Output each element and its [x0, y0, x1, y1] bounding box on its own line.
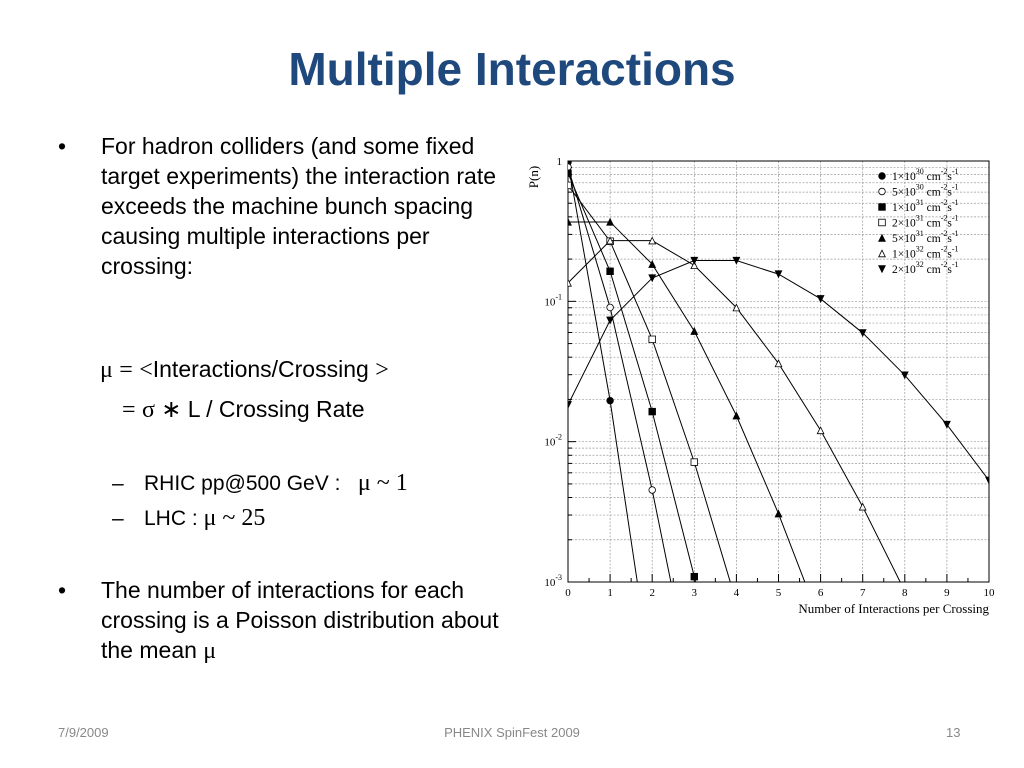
- sub-bullet-rhic: [112, 470, 408, 497]
- x-tick-label: 5: [775, 587, 782, 599]
- legend-entry: [879, 245, 959, 261]
- data-point-marker: [649, 336, 656, 343]
- legend-text: 2×10: [892, 264, 916, 276]
- legend-text: cm: [923, 233, 941, 245]
- legend-exponent: -2: [940, 198, 948, 207]
- legend-exponent: -2: [940, 260, 948, 269]
- data-point-marker: [607, 304, 614, 311]
- x-tick-label: 6: [817, 587, 824, 599]
- mu-symbol: μ: [100, 357, 113, 383]
- sub-bullet-math: μ ~ 1: [357, 470, 408, 496]
- legend-text: 1×10: [892, 202, 916, 214]
- legend-exponent: -1: [951, 260, 959, 269]
- legend-entry: [879, 260, 959, 276]
- bullet-marker: •: [58, 577, 67, 603]
- legend-text: s: [947, 186, 952, 199]
- x-tick-label: 3: [691, 587, 698, 599]
- series-line: [568, 261, 989, 481]
- legend-text: cm: [923, 264, 941, 276]
- data-point-marker: [859, 503, 866, 510]
- legend-text: cm: [923, 248, 941, 261]
- formula-luminosity: [122, 395, 365, 424]
- data-point-marker: [565, 170, 572, 177]
- legend-exponent: -1: [951, 182, 959, 192]
- footer-page-number: 13: [946, 725, 961, 740]
- dash-marker: –: [112, 472, 124, 495]
- legend-label: [892, 260, 959, 276]
- legend: [879, 167, 959, 276]
- data-point-marker: [565, 401, 572, 408]
- legend-exponent: -2: [940, 229, 948, 238]
- sub-bullet-math: μ ~ 25: [203, 505, 266, 531]
- data-point-marker: [607, 397, 614, 404]
- legend-text: 1×10: [892, 248, 916, 261]
- x-tick-label: 1: [607, 587, 613, 599]
- dash-marker: –: [112, 507, 124, 530]
- bullet-text-body: The number of interactions for each crossing is a Poisson distribution about the mean: [101, 577, 499, 663]
- legend-label: [892, 183, 959, 199]
- less-than-symbol: <: [139, 357, 153, 383]
- legend-exponent: -2: [940, 244, 948, 254]
- sub-bullet-label: LHC :: [144, 507, 198, 530]
- data-point-marker: [986, 477, 993, 484]
- data-point-marker: [649, 487, 656, 494]
- legend-entry: [879, 198, 959, 214]
- data-point-marker: [565, 164, 572, 171]
- legend-label: [892, 214, 959, 230]
- sub-bullet-label: RHIC pp@500 GeV :: [144, 472, 341, 495]
- legend-entry: [879, 229, 959, 245]
- bullet-marker: •: [58, 133, 67, 159]
- data-point-marker: [607, 317, 614, 324]
- y-tick-label: $10^{-1}$: [544, 292, 562, 309]
- data-point-marker: [879, 204, 886, 211]
- x-axis-label: Number of Interactions per Crossing: [798, 601, 989, 616]
- y-tick-label: 1: [556, 156, 562, 168]
- x-tick-label: 0: [565, 587, 571, 599]
- formula-text: Interactions/Crossing: [152, 356, 369, 382]
- legend-text: cm: [923, 217, 941, 230]
- data-point-marker: [607, 268, 614, 275]
- y-tick-label: $10^{-3}$: [544, 573, 562, 589]
- legend-exponent: 31: [915, 198, 924, 207]
- legend-text: s: [947, 202, 952, 214]
- bullet-text: [101, 575, 511, 666]
- data-point-marker: [565, 182, 572, 189]
- data-point-marker: [879, 188, 886, 195]
- legend-exponent: -1: [951, 229, 959, 238]
- legend-exponent: -1: [951, 198, 959, 207]
- legend-exponent: 30: [915, 167, 924, 176]
- data-point-marker: [691, 328, 698, 335]
- legend-label: [892, 229, 959, 245]
- legend-text: cm: [923, 186, 941, 199]
- data-point-marker: [733, 412, 740, 419]
- legend-text: cm: [923, 202, 941, 214]
- legend-exponent: -1: [951, 213, 959, 223]
- y-tick-exponent: -2: [555, 432, 562, 442]
- sigma-symbol: σ: [141, 397, 155, 423]
- legend-exponent: -2: [940, 213, 948, 223]
- data-point-marker: [879, 173, 886, 180]
- legend-entry: [879, 214, 959, 230]
- legend-exponent: 32: [915, 260, 924, 269]
- legend-text: s: [947, 233, 952, 245]
- legend-entry: [879, 167, 959, 183]
- legend-text: s: [947, 171, 952, 183]
- y-tick-exponent: -1: [555, 292, 562, 302]
- y-tick-exponent: -3: [555, 573, 562, 582]
- equals-symbol: =: [122, 397, 136, 423]
- data-point-marker: [879, 266, 886, 273]
- legend-label: [892, 245, 959, 261]
- footer-date: 7/9/2009: [58, 725, 109, 740]
- data-point-marker: [879, 235, 886, 242]
- data-point-marker: [817, 427, 824, 434]
- legend-exponent: -1: [951, 244, 959, 254]
- x-tick-label: 4: [733, 587, 740, 599]
- legend-label: [892, 167, 959, 183]
- legend-exponent: -1: [951, 167, 959, 176]
- legend-text: s: [947, 248, 952, 261]
- data-point-marker: [649, 408, 656, 415]
- mu-symbol: μ: [203, 638, 217, 664]
- legend-text: 2×10: [892, 217, 916, 230]
- y-axis-label: P(n): [526, 165, 541, 189]
- legend-text: 5×10: [892, 186, 916, 199]
- legend-text: 5×10: [892, 233, 916, 245]
- legend-text: cm: [923, 171, 941, 183]
- legend-text: 1×10: [892, 171, 916, 183]
- data-point-marker: [775, 271, 782, 278]
- legend-text: s: [947, 264, 952, 276]
- legend-text: s: [947, 217, 952, 230]
- data-point-marker: [775, 510, 782, 517]
- data-point-marker: [691, 573, 698, 580]
- star-symbol: ∗: [161, 397, 182, 423]
- x-tick-label: 8: [902, 587, 908, 599]
- legend-label: [892, 198, 959, 214]
- legend-exponent: -2: [940, 167, 948, 176]
- sub-bullet-lhc: [112, 505, 265, 532]
- x-tick-label: 2: [649, 587, 655, 599]
- slide-title: Multiple Interactions: [288, 43, 736, 95]
- legend-exponent: 30: [915, 182, 924, 192]
- y-tick-label: $10^{-2}$: [544, 432, 562, 449]
- legend-entry: [879, 183, 959, 199]
- data-point-marker: [691, 459, 698, 466]
- greater-than-symbol: >: [375, 357, 389, 383]
- legend-exponent: 31: [915, 213, 924, 223]
- data-point-marker: [879, 219, 886, 226]
- poisson-chart: [515, 150, 1005, 625]
- formula-mu-definition: [100, 356, 389, 384]
- footer-title: PHENIX SpinFest 2009: [444, 725, 580, 740]
- x-tick-label: 9: [944, 587, 950, 599]
- equals-symbol: =: [119, 357, 133, 383]
- bullet-text: For hadron colliders (and some fixed target experiments) the interaction rate exceeds the machine bunch spacing causing multiple interactions per crossing:: [101, 133, 497, 279]
- formula-text: L / Crossing Rate: [187, 396, 365, 422]
- legend-exponent: 32: [915, 244, 924, 254]
- legend-exponent: -2: [940, 182, 948, 192]
- series-group: [565, 219, 989, 625]
- x-tick-label: 10: [983, 587, 995, 599]
- data-point-marker: [879, 250, 886, 257]
- x-tick-label: 7: [859, 587, 866, 599]
- legend-exponent: 31: [915, 229, 924, 238]
- series-group: [565, 237, 989, 625]
